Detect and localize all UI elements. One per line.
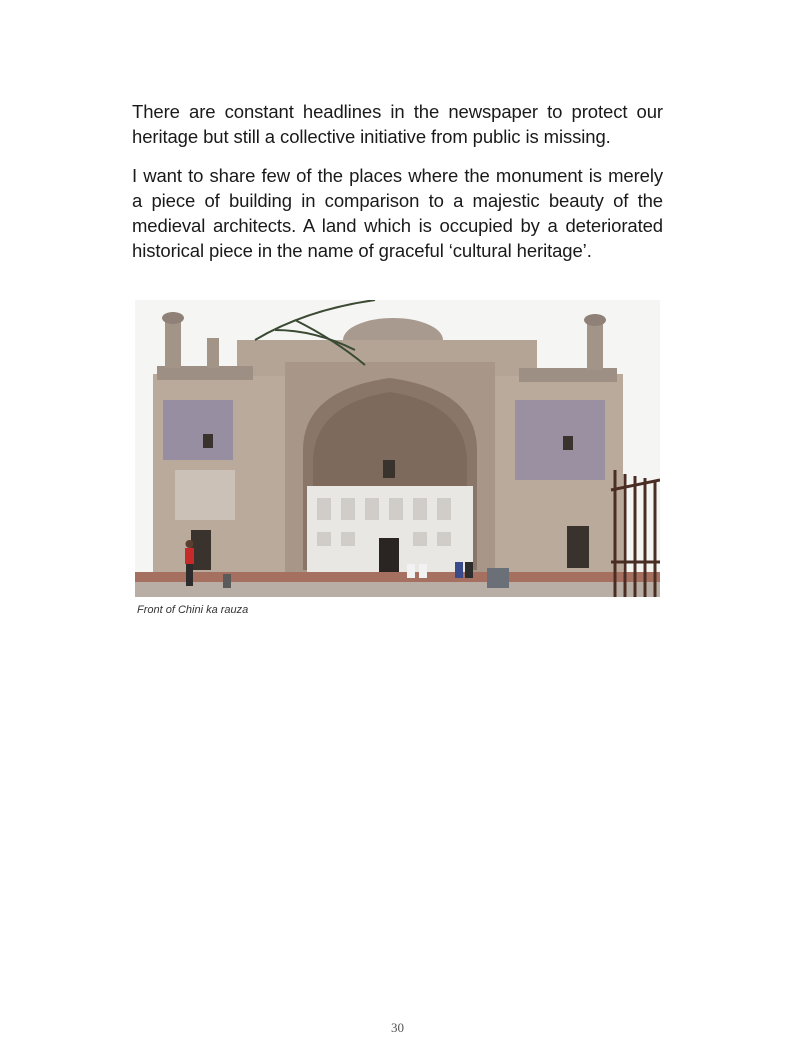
page-number: 30 (391, 1020, 404, 1035)
paragraph-2: I want to share few of the places where the monument is merely a piece of building in comparison to a majestic beauty of the medieval architects. A land which is occupied by a deteriorated historical piece in the name of graceful ‘cultural heritage’. (132, 165, 663, 261)
monument-photo (135, 300, 660, 597)
paragraph-1: There are constant headlines in the newspaper to protect our heritage but still a collective initiative from public is missing. (132, 101, 663, 147)
figure-caption: Front of Chini ka rauza (137, 604, 249, 616)
